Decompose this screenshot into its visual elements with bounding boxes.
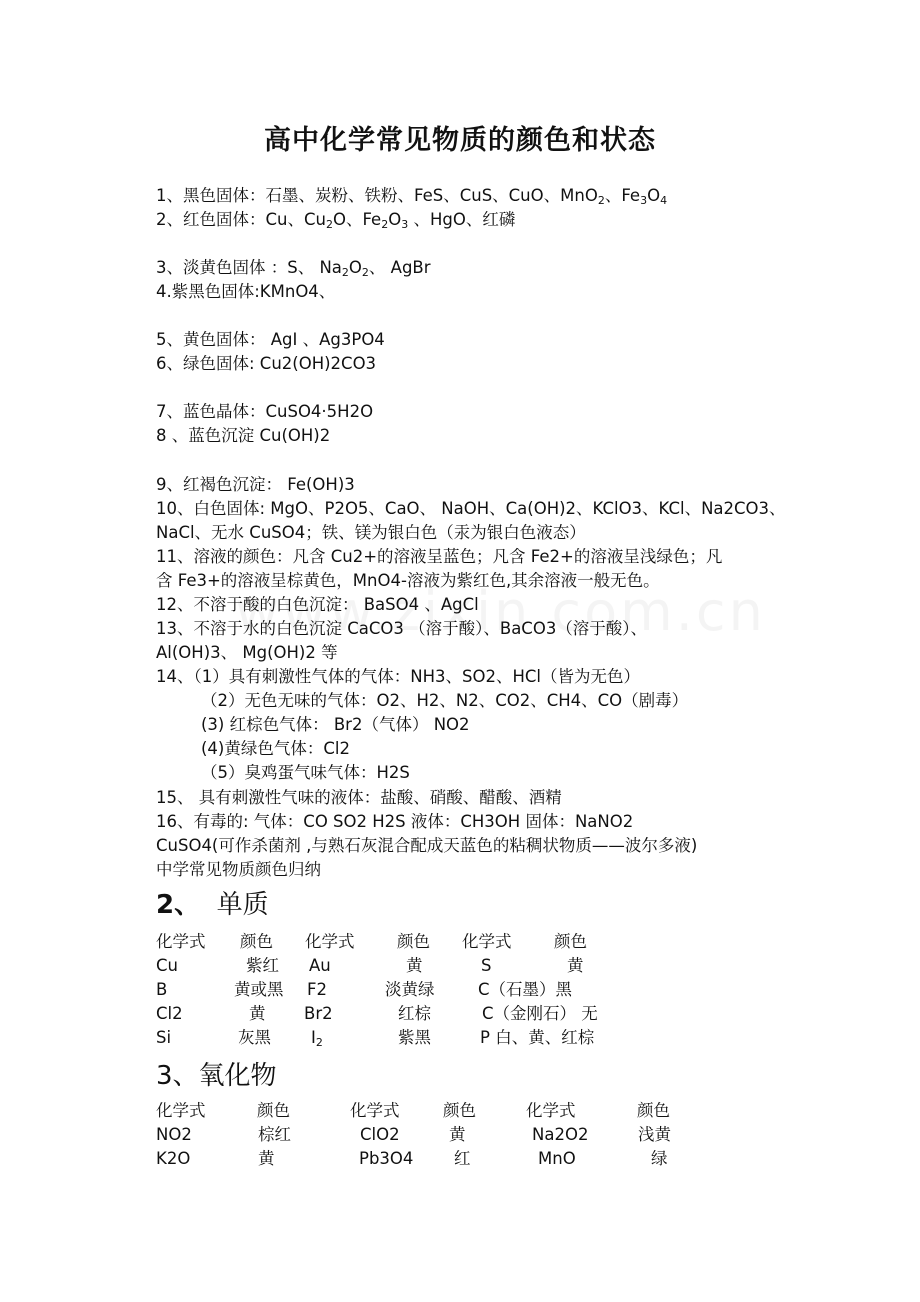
table-cell: 黄 xyxy=(258,1149,275,1168)
table-cell: 绿 xyxy=(651,1149,668,1168)
section-3-heading: 3、氧化物 xyxy=(156,1061,277,1091)
item-9: 9、红褐色沉淀： Fe(OH)3 xyxy=(156,475,355,494)
table-cell: 淡黄绿 xyxy=(385,980,435,999)
item-3: 3、淡黄色固体 ：S、 $Na_2O_2$、 AgBr xyxy=(156,258,431,279)
section-2-heading: 2、 单质 xyxy=(156,890,269,920)
table-cell: Na2O2 xyxy=(532,1125,589,1144)
table-cell: Cu xyxy=(156,956,178,975)
table-cell: 黄 xyxy=(567,956,584,975)
table-header: 化学式 xyxy=(350,1101,400,1120)
item-10-line-2: NaCl、无水 CuSO4；铁、镁为银白色（汞为银白色液态） xyxy=(156,523,586,542)
item-14-1: 14、（1）具有刺激性气体的气体：NH3、SO2、HCl（皆为无色） xyxy=(156,667,640,686)
item-14-3: (3) 红棕色气体： Br2（气体） NO2 xyxy=(201,715,470,734)
item-14-4: (4)黄绿色气体：Cl2 xyxy=(201,739,350,758)
table-cell: C（石墨）黑 xyxy=(478,980,573,999)
table-cell: Cl2 xyxy=(156,1004,183,1023)
table-cell: Si xyxy=(156,1028,172,1047)
table-cell: 紫红 xyxy=(246,956,279,975)
table-cell: 黄 xyxy=(406,956,423,975)
item-12: 12、不溶于酸的白色沉淀： BaSO4 、AgCl xyxy=(156,595,479,614)
item-11-line-1: 11、溶液的颜色：凡含 Cu2+的溶液呈蓝色；凡含 Fe2+的溶液呈浅绿色；凡 xyxy=(156,547,723,566)
item-4: 4.紫黑色固体:KMnO4、 xyxy=(156,282,336,301)
item-2: 2、红色固体：Cu、$Cu_2O$、$Fe_2O_3$ 、HgO、红磷 xyxy=(156,210,516,231)
table-cell: Pb3O4 xyxy=(359,1149,414,1168)
table-header: 颜色 xyxy=(257,1101,290,1120)
item-15: 15、 具有刺激性气味的液体：盐酸、硝酸、醋酸、酒精 xyxy=(156,788,562,807)
table-cell: B xyxy=(156,980,168,999)
table-header: 化学式 xyxy=(156,1101,206,1120)
item-8: 8 、蓝色沉淀 Cu(OH)2 xyxy=(156,426,331,445)
table-cell: 棕红 xyxy=(258,1125,291,1144)
table-cell: C（金刚石） 无 xyxy=(482,1004,598,1023)
item-10-line-1: 10、白色固体: MgO、P2O5、CaO、 NaOH、Ca(OH)2、KClO3、KCl、Na2CO3、 xyxy=(156,499,786,518)
table-cell: NO2 xyxy=(156,1125,192,1144)
table-cell: F2 xyxy=(307,980,327,999)
table-header: 颜色 xyxy=(240,932,273,951)
item-6: 6、绿色固体: Cu2(OH)2CO3 xyxy=(156,354,377,373)
table-header: 颜色 xyxy=(554,932,587,951)
table-header: 颜色 xyxy=(443,1101,476,1120)
table-cell: Au xyxy=(309,956,331,975)
item-14-2: （2）无色无味的气体：O2、H2、N2、CO2、CH4、CO（剧毒） xyxy=(201,691,689,710)
table-header: 化学式 xyxy=(526,1101,576,1120)
item-5: 5、黄色固体： AgI 、Ag3PO4 xyxy=(156,330,385,349)
table-cell: P 白、黄、红棕 xyxy=(480,1028,595,1047)
table-cell: 黄或黑 xyxy=(234,980,284,999)
table-header: 化学式 xyxy=(462,932,512,951)
table-header: 化学式 xyxy=(156,932,206,951)
item-16-line-1: 16、有毒的: 气体：CO SO2 H2S 液体：CH3OH 固体：NaNO2 xyxy=(156,812,634,831)
item-13-line-2: Al(OH)3、 Mg(OH)2 等 xyxy=(156,643,338,662)
table-cell: 黄 xyxy=(249,1004,266,1023)
table-cell: MnO xyxy=(538,1149,576,1168)
item-7: 7、蓝色晶体：CuSO4·5H2O xyxy=(156,402,374,421)
table-cell: $I_2$ xyxy=(311,1028,323,1049)
item-14-5: （5）臭鸡蛋气味气体：H2S xyxy=(201,763,410,782)
table-cell: 浅黄 xyxy=(638,1125,671,1144)
table-header: 颜色 xyxy=(397,932,430,951)
table-cell: K2O xyxy=(156,1149,191,1168)
item-13-line-1: 13、不溶于水的白色沉淀 CaCO3 （溶于酸）、BaCO3（溶于酸）、 xyxy=(156,619,648,638)
table-header: 颜色 xyxy=(637,1101,670,1120)
table-cell: Br2 xyxy=(304,1004,333,1023)
table-cell: 黄 xyxy=(449,1125,466,1144)
table-cell: 红 xyxy=(454,1149,471,1168)
item-11-line-2: 含 Fe3+的溶液呈棕黄色，MnO4-溶液为紫红色,其余溶液一般无色。 xyxy=(156,571,660,590)
table-cell: 紫黑 xyxy=(398,1028,431,1047)
table-cell: ClO2 xyxy=(360,1125,400,1144)
table-header: 化学式 xyxy=(305,932,355,951)
summary-heading: 中学常见物质颜色归纳 xyxy=(156,860,321,879)
page-title: 高中化学常见物质的颜色和状态 xyxy=(264,125,656,156)
item-1: 1、黑色固体：石墨、炭粉、铁粉、FeS、CuS、CuO、MnO$_2$、$Fe_3O_4$ xyxy=(156,186,668,207)
table-cell: 灰黑 xyxy=(238,1028,271,1047)
item-16-line-2: CuSO4(可作杀菌剂 ,与熟石灰混合配成天蓝色的粘稠状物质——波尔多液) xyxy=(156,836,698,855)
table-cell: 红棕 xyxy=(398,1004,431,1023)
table-cell: S xyxy=(481,956,492,975)
